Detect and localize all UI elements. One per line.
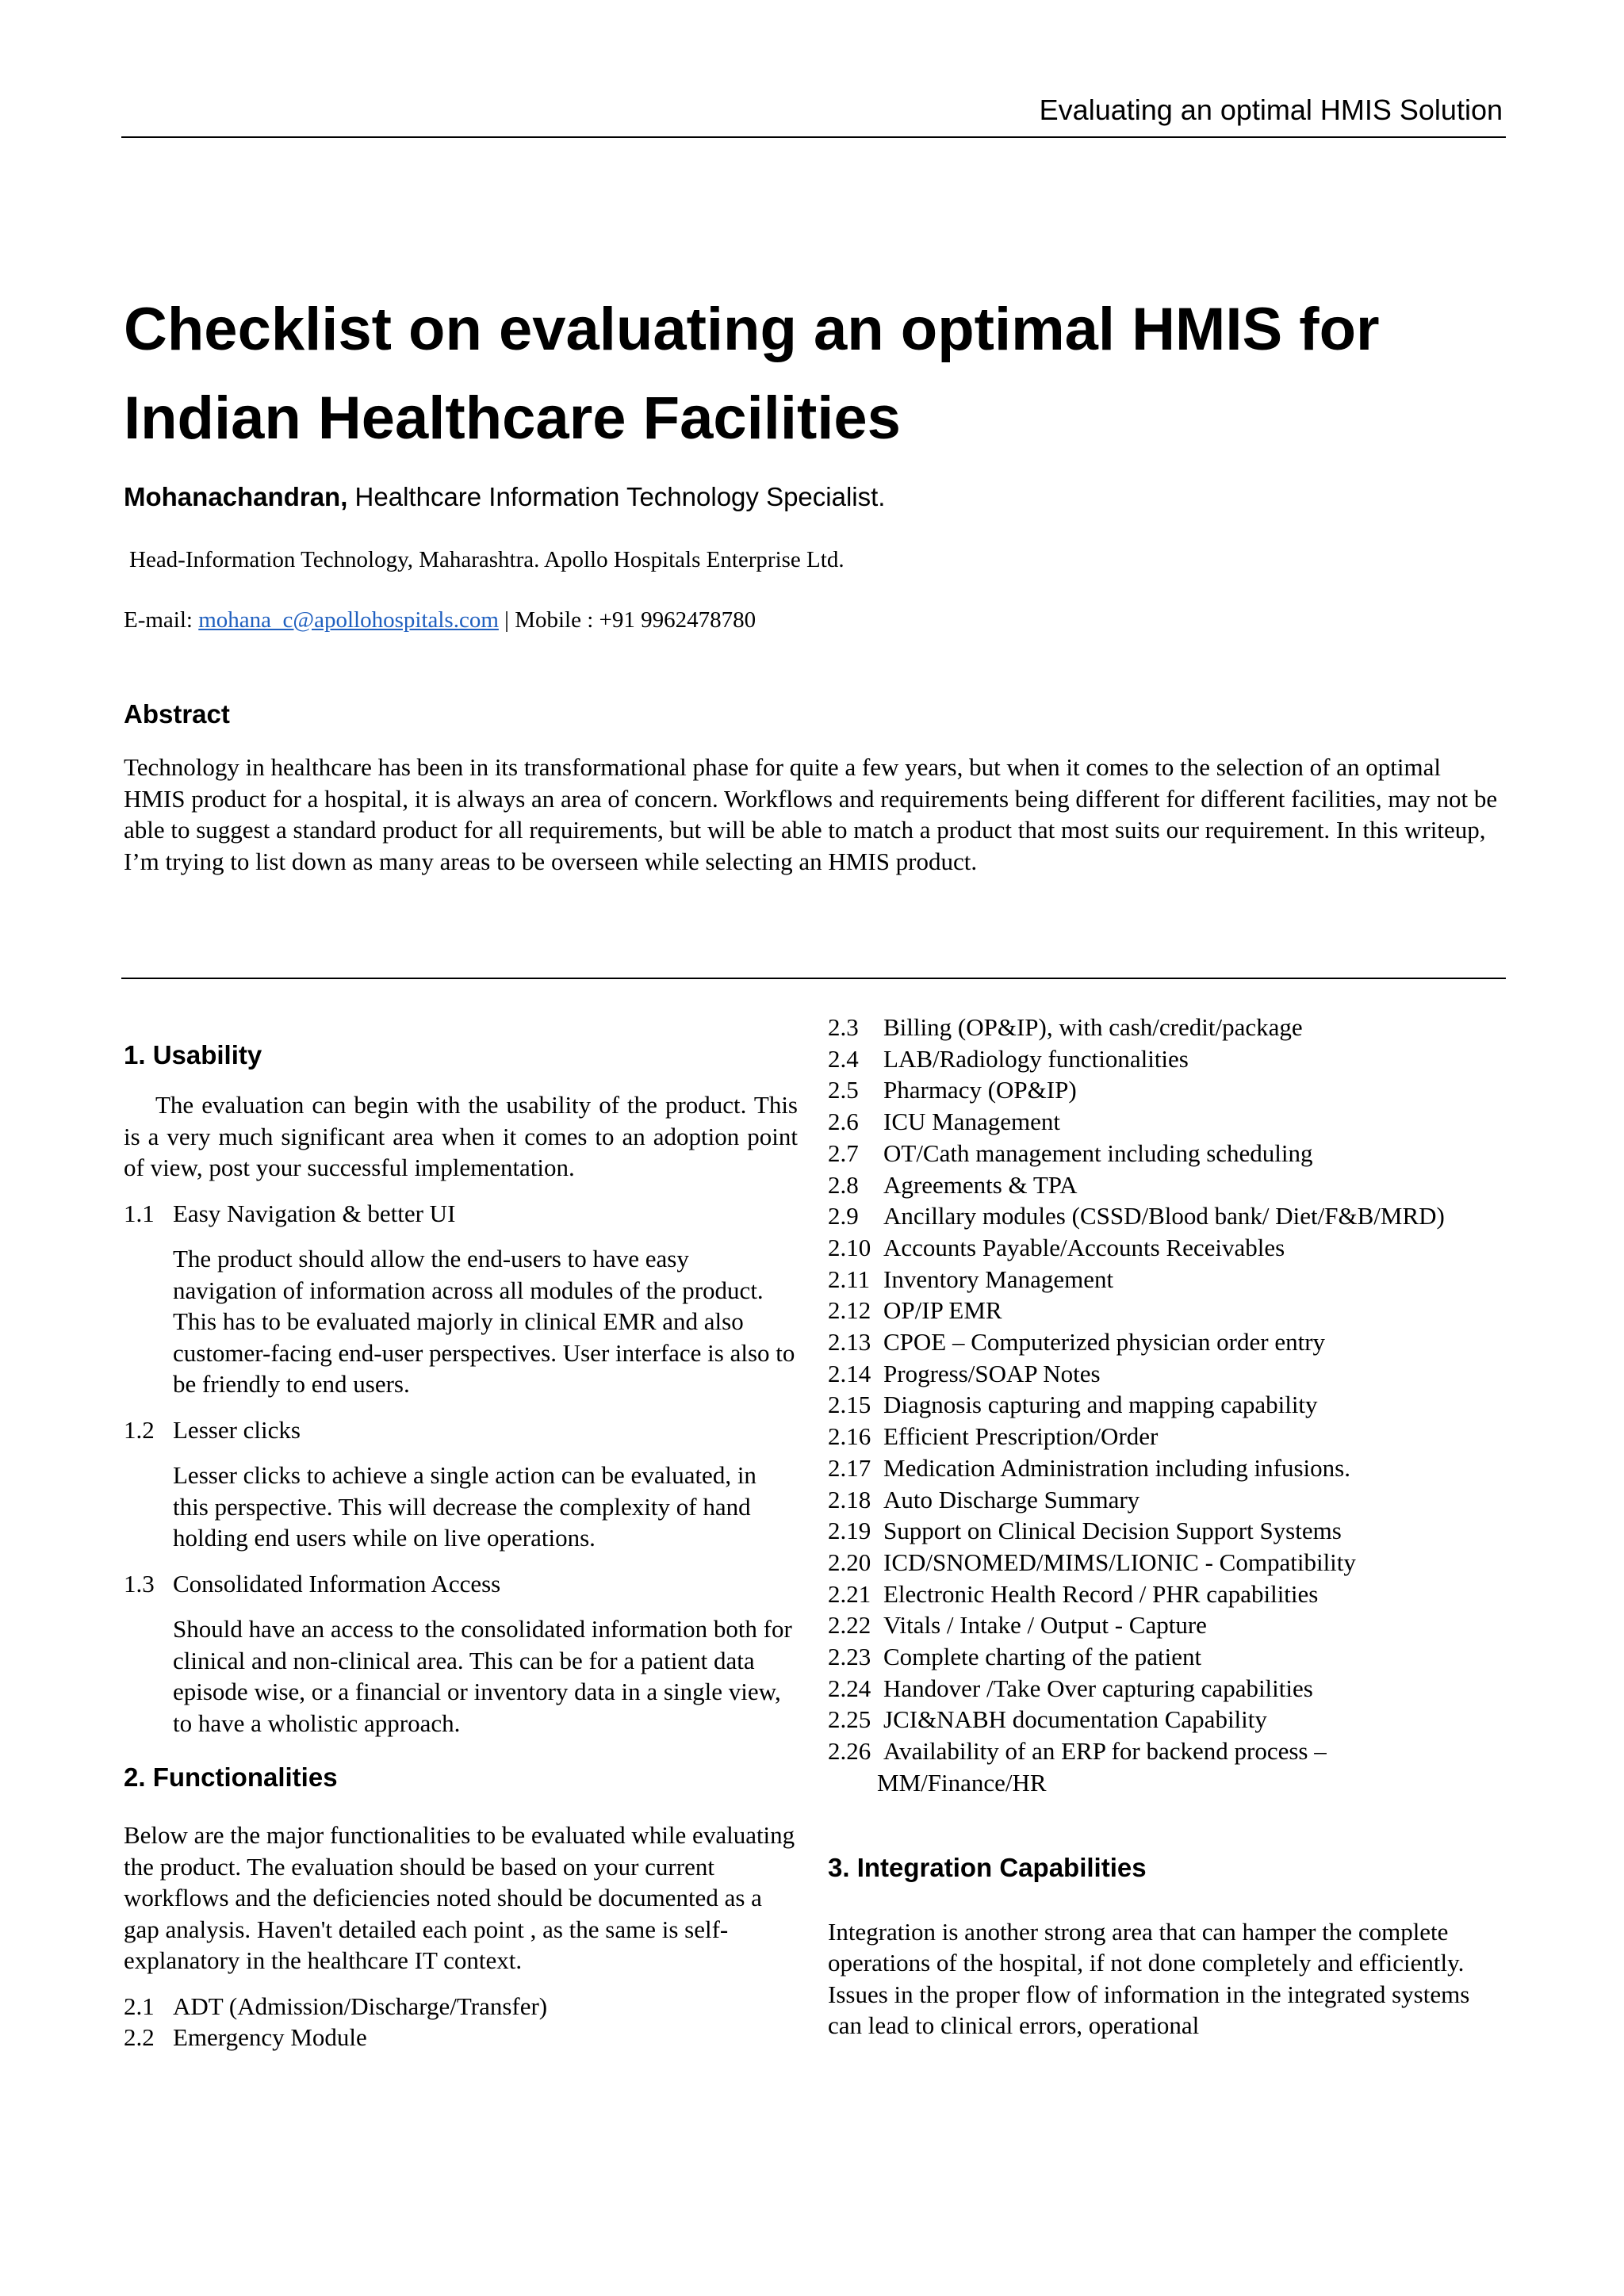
title-line-2: Indian Healthcare Facilities xyxy=(124,385,901,452)
author-line xyxy=(124,482,885,512)
functionality-item xyxy=(828,1547,1510,1578)
item-text: Efficient Prescription/Order xyxy=(883,1422,1159,1451)
author-role: Healthcare Information Technology Specialist. xyxy=(354,482,886,511)
functionality-item xyxy=(828,1484,1510,1516)
item-text: Support on Clinical Decision Support Systems xyxy=(883,1517,1342,1545)
item-number: 2.7 xyxy=(828,1138,859,1167)
item-number: 2.16 xyxy=(828,1422,871,1451)
section-3-text: Integration is another strong area that can hamper the complete operations of the hospital, if not done completely and efficiently. Issues in the proper flow of information in the integrated systems can lead to clinical errors, operational xyxy=(828,1917,1470,2040)
functionality-item xyxy=(828,1232,1510,1264)
email-link[interactable]: mohana_c@apollohospitals.com xyxy=(198,607,499,633)
item-number: 2.14 xyxy=(828,1359,871,1387)
item-number: 2.11 xyxy=(828,1265,871,1293)
item-text: Handover /Take Over capturing capabilities xyxy=(883,1674,1313,1702)
functionality-item xyxy=(828,1295,1510,1326)
subsection-title: Lesser clicks xyxy=(173,1415,301,1444)
subsection-title: Easy Navigation & better UI xyxy=(173,1199,456,1227)
functionality-item xyxy=(828,1074,1510,1106)
functionality-item xyxy=(124,2022,798,2053)
section-3-heading: 3. Integration Capabilities xyxy=(828,1852,1147,1882)
item-number: 2.18 xyxy=(828,1485,871,1513)
item-number: 2.17 xyxy=(828,1453,871,1482)
item-text: Ancillary modules (CSSD/Blood bank/ Diet/F&B/MRD) xyxy=(883,1202,1445,1230)
author-contact xyxy=(124,607,756,633)
item-text: OT/Cath management including scheduling xyxy=(883,1138,1313,1167)
item-text: Progress/SOAP Notes xyxy=(883,1359,1101,1387)
functionality-item xyxy=(828,1673,1510,1705)
item-number: 2.26 xyxy=(828,1737,871,1766)
header-rule xyxy=(121,136,1506,138)
subsection-1-3-title xyxy=(124,1568,798,1600)
item-number: 2.21 xyxy=(828,1579,871,1608)
functionality-item xyxy=(828,1389,1510,1421)
item-text: OP/IP EMR xyxy=(883,1296,1002,1325)
item-number: 2.6 xyxy=(828,1108,859,1136)
functionality-item xyxy=(828,1264,1510,1295)
functionality-item xyxy=(828,1609,1510,1641)
functionality-item xyxy=(828,1326,1510,1358)
subsection-number: 1.3 xyxy=(124,1569,155,1598)
left-column xyxy=(124,1031,798,2053)
section-2-heading: 2. Functionalities xyxy=(124,1762,338,1792)
item-text: Accounts Payable/Accounts Receivables xyxy=(883,1233,1285,1261)
subsection-1-1-title xyxy=(124,1198,798,1230)
abstract-text: Technology in healthcare has been in its transformational phase for quite a few years, but when it comes to the selection of an optimal HMIS product for a hospital, it is always an area of concern. Workflows and requirements being different for different facilities, may not be able to suggest a standard product for all requirements, but will be able to match a product that most suits our requirement. In this writeup, I’m trying to list down as many areas to be overseen while selecting an HMIS product. xyxy=(124,753,1498,875)
item-number: 2.9 xyxy=(828,1202,859,1230)
item-text: Complete charting of the patient xyxy=(883,1643,1202,1671)
item-number: 2.19 xyxy=(828,1517,871,1545)
subsection-1-2-title xyxy=(124,1414,798,1446)
item-text: Pharmacy (OP&IP) xyxy=(883,1076,1077,1104)
item-number: 2.1 xyxy=(124,1992,155,2020)
item-number: 2.13 xyxy=(828,1328,871,1357)
item-number: 2.8 xyxy=(828,1170,859,1199)
item-number: 2.12 xyxy=(828,1296,871,1325)
subsection-title: Consolidated Information Access xyxy=(173,1569,501,1598)
item-number: 2.10 xyxy=(828,1233,871,1261)
functionality-item xyxy=(828,1421,1510,1452)
item-number: 2.24 xyxy=(828,1674,871,1702)
item-text: ICU Management xyxy=(883,1108,1060,1136)
functionality-item xyxy=(828,1704,1510,1735)
section-rule xyxy=(121,978,1506,979)
item-text: Billing (OP&IP), with cash/credit/package xyxy=(883,1013,1303,1041)
functionality-list xyxy=(828,1012,1510,1799)
right-column xyxy=(828,1012,1510,2042)
item-text: Medication Administration including infusions. xyxy=(883,1453,1350,1482)
running-header: Evaluating an optimal HMIS Solution xyxy=(1039,94,1503,126)
item-text: ADT (Admission/Discharge/Transfer) xyxy=(173,1992,548,2020)
functionality-item xyxy=(828,1452,1510,1484)
item-number: 2.23 xyxy=(828,1643,871,1671)
item-text: CPOE – Computerized physician order entry xyxy=(883,1328,1326,1357)
subsection-number: 1.2 xyxy=(124,1415,155,1444)
functionality-item xyxy=(828,1106,1510,1138)
mobile-number: | Mobile : +91 9962478780 xyxy=(504,607,756,633)
subsection-1-3-text: Should have an access to the consolidated information both for clinical and non-clinical area. This can be for a patient data episode wise, or a financial or inventory data in a single view, to have a wholistic approach. xyxy=(173,1615,792,1737)
item-text: Agreements & TPA xyxy=(883,1170,1078,1199)
item-text: Inventory Management xyxy=(883,1265,1114,1293)
functionality-item xyxy=(828,1169,1510,1201)
functionality-item xyxy=(828,1358,1510,1390)
functionality-item xyxy=(828,1043,1510,1075)
functionality-item xyxy=(828,1138,1510,1169)
item-text: LAB/Radiology functionalities xyxy=(883,1044,1189,1073)
functionality-item xyxy=(828,1641,1510,1673)
abstract-heading: Abstract xyxy=(124,699,230,729)
functionality-item xyxy=(828,1200,1510,1232)
section-1-heading: 1. Usability xyxy=(124,1040,262,1070)
item-number: 2.4 xyxy=(828,1044,859,1073)
email-label: E-mail: xyxy=(124,607,193,633)
item-continuation: MM/Finance/HR xyxy=(877,1768,1047,1797)
item-text: JCI&NABH documentation Capability xyxy=(883,1705,1267,1734)
functionality-item xyxy=(828,1578,1510,1610)
item-number: 2.20 xyxy=(828,1548,871,1576)
title-line-1: Checklist on evaluating an optimal HMIS for xyxy=(124,296,1380,363)
author-affiliation: Head-Information Technology, Maharashtra. Apollo Hospitals Enterprise Ltd. xyxy=(129,547,845,572)
section-1-intro: The evaluation can begin with the usability of the product. This is a very much significant area when it comes to an adoption point of view, post your successful implementation. xyxy=(124,1091,798,1181)
item-number: 2.5 xyxy=(828,1076,859,1104)
functionality-item xyxy=(828,1515,1510,1547)
subsection-1-2-text: Lesser clicks to achieve a single action can be evaluated, in this perspective. This will decrease the complexity of hand holding end users while on live operations. xyxy=(173,1461,756,1552)
item-number: 2.2 xyxy=(124,2023,155,2052)
item-text: ICD/SNOMED/MIMS/LIONIC - Compatibility xyxy=(883,1548,1356,1576)
functionality-item xyxy=(828,1012,1510,1043)
item-text: Vitals / Intake / Output - Capture xyxy=(883,1611,1207,1640)
item-text: Auto Discharge Summary xyxy=(883,1485,1140,1513)
section-2-intro: Below are the major functionalities to be evaluated while evaluating the product. The evaluation should be based on your current workflows and the deficiencies noted should be documented as a gap analysis. Haven't detailed each point , as the same is self-explanatory in the healthcare IT context. xyxy=(124,1821,795,1974)
item-text: Availability of an ERP for backend process – xyxy=(883,1737,1327,1766)
item-number: 2.15 xyxy=(828,1391,871,1419)
item-text: Emergency Module xyxy=(173,2023,367,2052)
functionality-item xyxy=(828,1735,1510,1767)
paper-title xyxy=(124,285,1519,463)
subsection-number: 1.1 xyxy=(124,1199,155,1227)
item-text: Electronic Health Record / PHR capabilities xyxy=(883,1579,1319,1608)
subsection-1-1-text: The product should allow the end-users to have easy navigation of information across all modules of the product. This has to be evaluated majorly in clinical EMR and also customer-facing end-user perspectives. User interface is also to be friendly to end users. xyxy=(173,1245,795,1398)
item-number: 2.3 xyxy=(828,1013,859,1041)
item-number: 2.25 xyxy=(828,1705,871,1734)
item-text: Diagnosis capturing and mapping capability xyxy=(883,1391,1318,1419)
functionality-item xyxy=(124,1991,798,2022)
author-name: Mohanachandran, xyxy=(124,482,348,511)
item-number: 2.22 xyxy=(828,1611,871,1640)
